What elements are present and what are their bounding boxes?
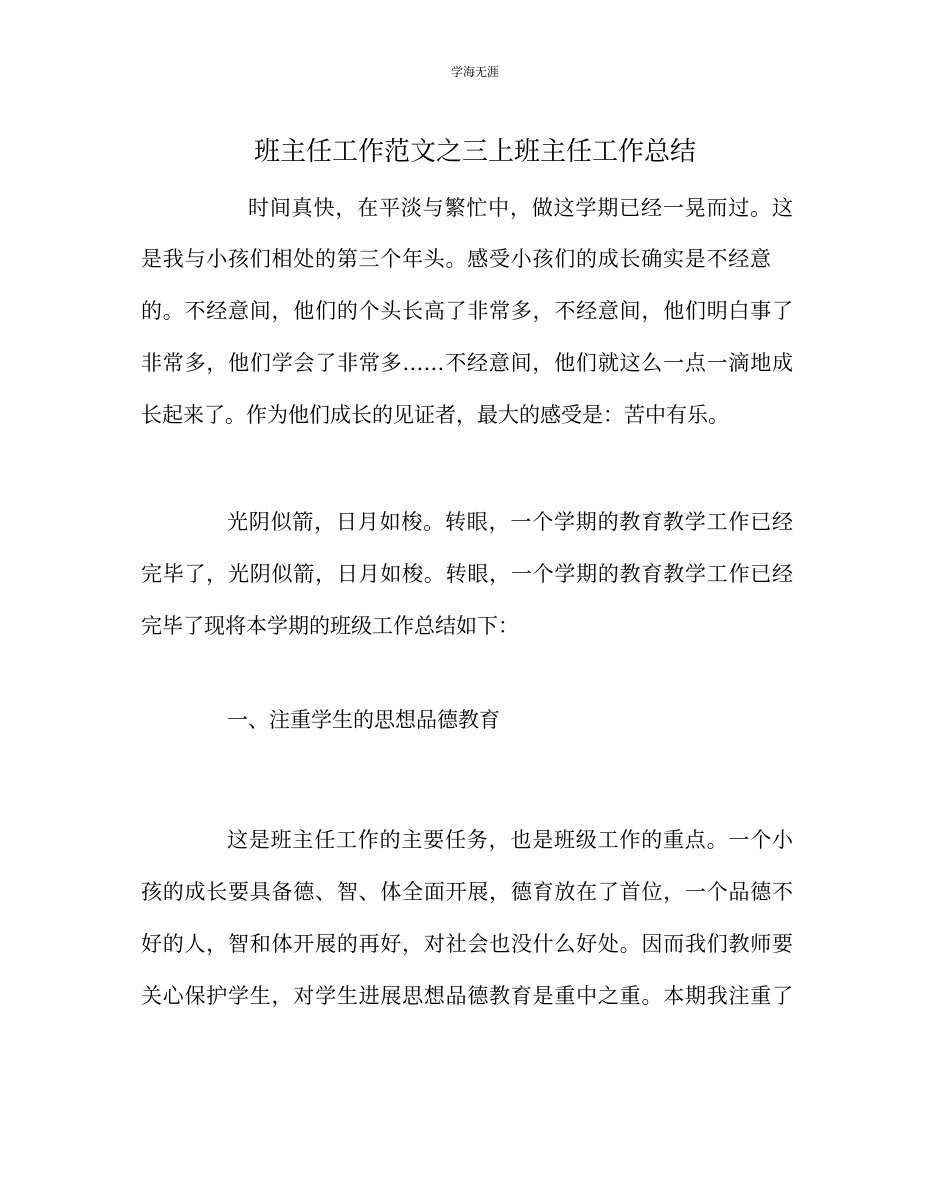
paragraph-4-line-1: 这是班主任工作的主要任务，也是班级工作的重点。一个小 [227,828,793,852]
paragraph-4-line-3: 好的人，智和体开展的再好，对社会也没什么好处。因而我们教师要 [141,932,793,956]
paragraph-2-line-1: 光阴似箭，日月如梭。转眼，一个学期的教育教学工作已经 [227,510,793,534]
paragraph-1-line-4: 非常多，他们学会了非常多……不经意间，他们就这么一点一滴地成 [141,351,793,375]
paragraph-2-line-3: 完毕了现将本学期的班级工作总结如下： [141,614,519,638]
page-header: 学海无涯 [450,65,499,79]
paragraph-1-line-2: 是我与小孩们相处的第三个年头。感受小孩们的成长确实是不经意 [141,247,771,271]
paragraph-2-line-2: 完毕了，光阴似箭，日月如梭。转眼，一个学期的教育教学工作已经 [141,562,793,586]
paragraph-4-line-4: 关心保护学生，对学生进展思想品德教育是重中之重。本期我注重了 [141,984,793,1008]
section-heading-1: 一、注重学生的思想品德教育 [227,708,500,732]
document-title: 班主任工作范文之三上班主任工作总结 [253,137,696,167]
paragraph-4-line-2: 孩的成长要具备德、智、体全面开展，德育放在了首位，一个品德不 [141,880,793,904]
paragraph-1-line-3: 的。不经意间，他们的个头长高了非常多，不经意间，他们明白事了 [141,299,793,323]
paragraph-1-line-5: 长起来了。作为他们成长的见证者，最大的感受是：苦中有乐。 [141,403,729,427]
paragraph-1-line-1: 时间真快，在平淡与繁忙中，做这学期已经一晃而过。这 [248,196,793,220]
